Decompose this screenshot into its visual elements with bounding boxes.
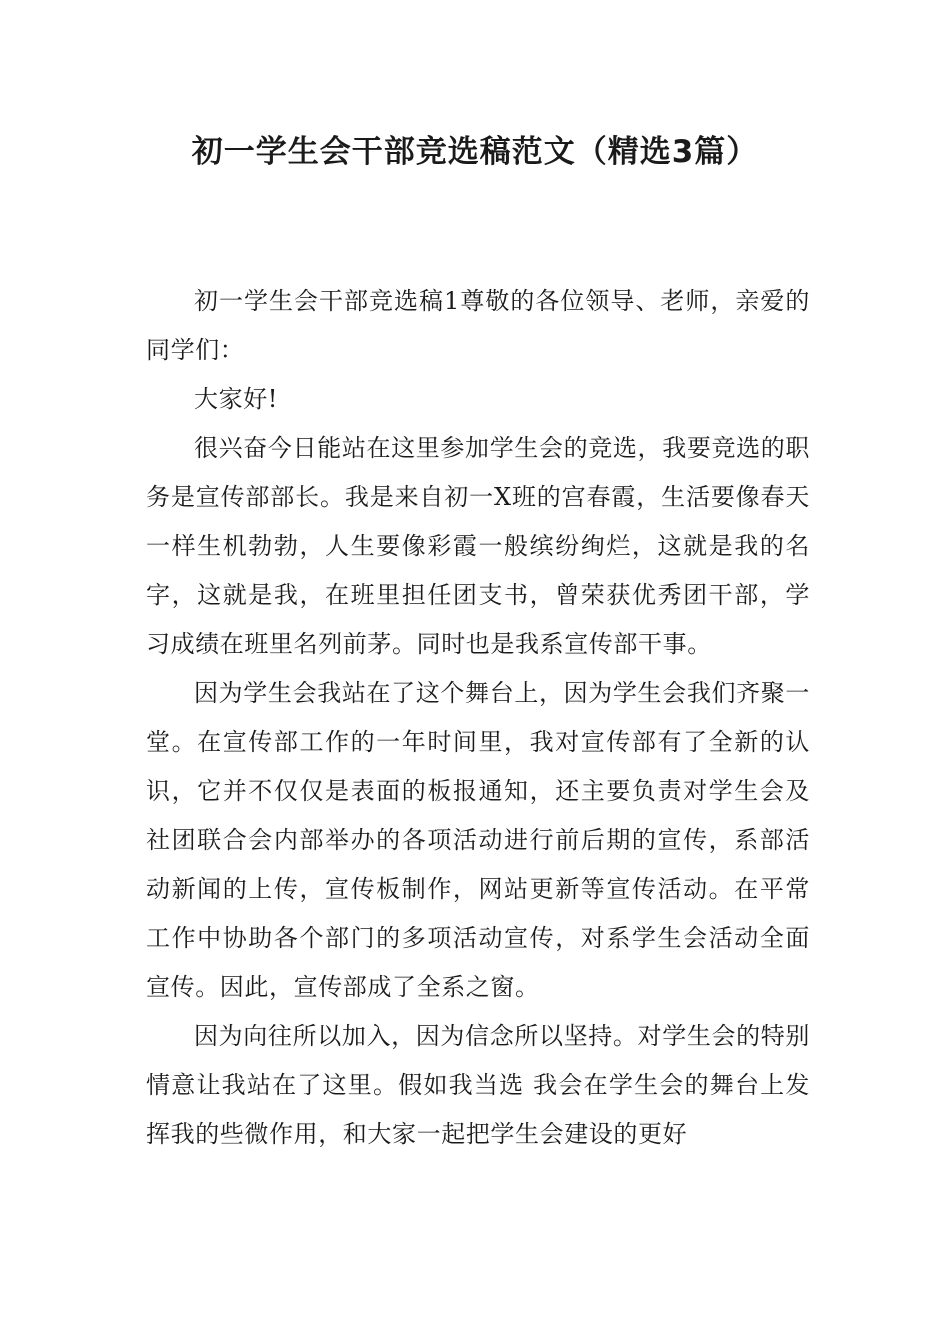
paragraph-introduction: 很兴奋今日能站在这里参加学生会的竞选，我要竞选的职务是宣传部部长。我是来自初一X班的宫春霞，生活要像春天一样生机勃勃，人生要像彩霞一般缤纷绚烂，这就是我的名字，这就是我，在班里担任团支书，曾荣获优秀团干部，学习成绩在班里名列前茅。同时也是我系宣传部干事。 <box>146 434 810 658</box>
paragraph-commitment: 因为向往所以加入，因为信念所以坚持。对学生会的特别情意让我站在了这里。假如我当选 我会在学生会的舞台上发挥我的些微作用，和大家一起把学生会建设的更好 <box>146 1022 810 1148</box>
document-body <box>146 277 810 1159</box>
paragraph-hello: 大家好! <box>194 385 279 413</box>
paragraph-greeting: 初一学生会干部竞选稿1尊敬的各位领导、老师，亲爱的同学们： <box>146 287 810 364</box>
paragraph-department-work: 因为学生会我站在了这个舞台上，因为学生会我们齐聚一堂。在宣传部工作的一年时间里，我对宣传部有了全新的认识，它并不仅仅是表面的板报通知，还主要负责对学生会及社团联合会内部举办的各项活动进行前后期的宣传，系部活动新闻的上传，宣传板制作，网站更新等宣传活动。在平常工作中协助各个部门的多项活动宣传，对系学生会活动全面宣传。因此，宣传部成了全系之窗。 <box>146 679 810 1001</box>
document-title: 初一学生会干部竞选稿范文（精选3篇） <box>191 134 759 170</box>
